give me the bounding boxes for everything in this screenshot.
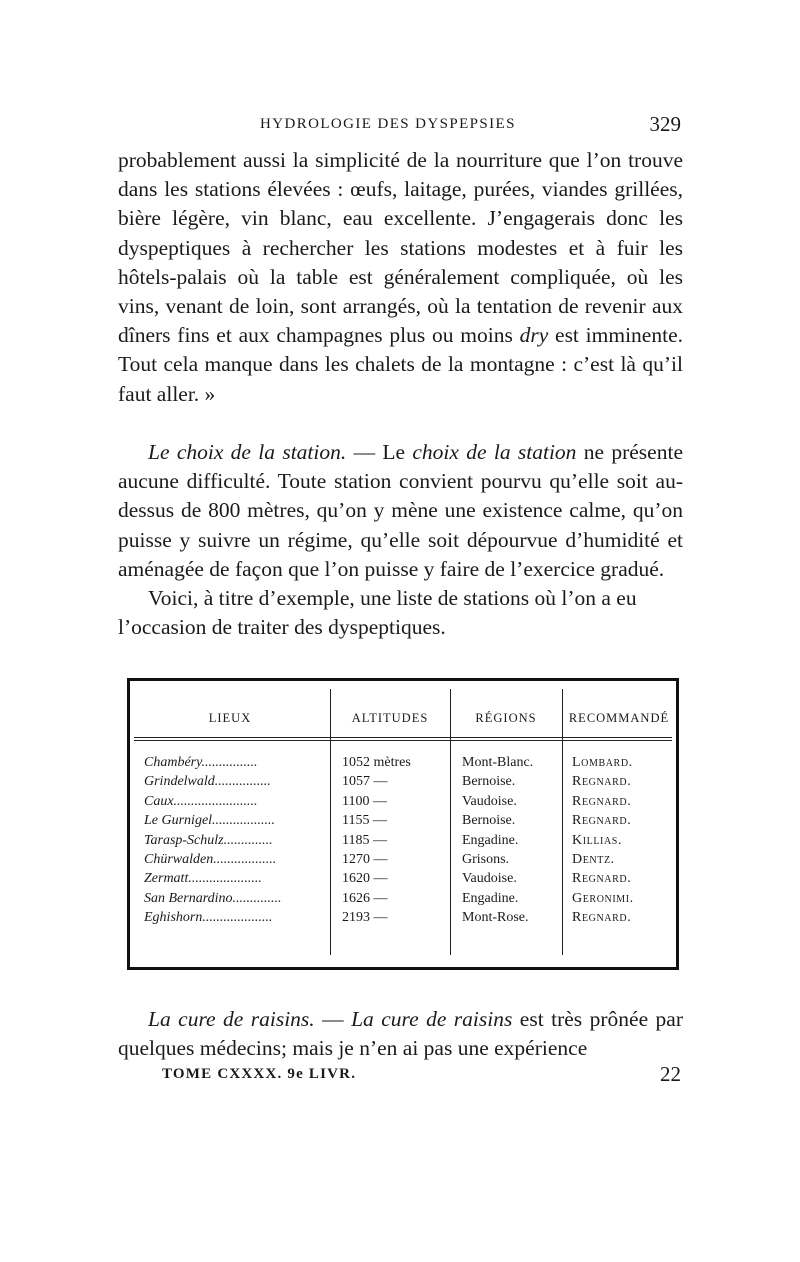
cell-altitude: 1626 — <box>342 890 388 906</box>
cell-lieu: Eghishorn.................... <box>144 910 273 926</box>
paragraph-2-dash: — Le <box>346 440 413 464</box>
stations-table <box>127 678 679 970</box>
cell-altitude: 1155 — <box>342 813 387 829</box>
cell-recommande: Lombard. <box>572 755 633 770</box>
paragraph-1 <box>118 146 683 409</box>
cell-lieu: Chambéry................ <box>144 755 258 770</box>
paragraph-2 <box>118 438 683 584</box>
table-row <box>130 910 676 929</box>
paragraph-1-text: probablement aussi la simplicité de la nourriture que l’on trouve dans les stations élevées : œufs, laitage, purées, viandes grillées, bière légère, vin blanc, eau excellente. J’engagerais donc les dyspeptiques à rechercher les stations modestes et à fuir les hôtels-palais où la table est généralement compliquée, où les vins, venant de loin, sont arrangés, où la tentation de revenir aux dîners fins et aux champagnes plus ou moins <box>118 148 683 348</box>
cell-lieu: Tarasp-Schulz.............. <box>144 832 273 848</box>
cell-region: Bernoise. <box>462 774 516 790</box>
paragraph-2-body: ne présente aucune difficulté. Toute station convient pourvu qu’elle soit au-dessus de 800 mètres, qu’on y mène une existence calme, qu’on puisse y suivre un régime, qu’elle soit dépourvue d’humidité et aménagée de façon que l’on puisse y faire de l’exercice gradué. <box>118 440 683 581</box>
cell-lieu: Le Gurnigel.................. <box>144 813 276 829</box>
running-head <box>118 112 683 142</box>
cell-altitude: 1185 — <box>342 832 387 848</box>
page-footer <box>118 1062 683 1088</box>
cell-recommande: Regnard. <box>572 910 632 926</box>
cell-altitude: 1100 — <box>342 793 387 809</box>
cell-recommande: Regnard. <box>572 774 632 790</box>
paragraph-4-dash: — <box>314 1007 352 1031</box>
header-altitudes: ALTITUDES <box>351 711 429 725</box>
table-body <box>130 755 676 930</box>
cell-region: Bernoise. <box>462 813 516 829</box>
tome-line: TOME CXXXX. 9e LIVR. <box>162 1066 357 1082</box>
page-number: 329 <box>649 112 681 136</box>
paragraph-2-emphasis: choix de la station <box>412 440 577 464</box>
paragraph-1-end: est imminente. Tout cela manque dans les chalets de la montagne : c’est là qu’il faut aller. » <box>118 323 683 406</box>
paragraph-4 <box>118 1005 683 1063</box>
body-block-middle <box>118 438 683 642</box>
cell-altitude: 1620 — <box>342 871 388 887</box>
cell-recommande: Dentz. <box>572 851 615 867</box>
cell-recommande: Regnard. <box>572 793 632 809</box>
cell-region: Mont-Blanc. <box>462 755 534 770</box>
cell-recommande: Geronimi. <box>572 890 634 906</box>
table-row <box>130 833 676 852</box>
header-rule-bottom <box>134 740 672 741</box>
cell-lieu: Zermatt..................... <box>144 871 262 887</box>
table-row <box>130 774 676 793</box>
running-title: HYDROLOGIE DES DYSPEPSIES <box>260 116 516 132</box>
table-row <box>130 871 676 890</box>
paragraph-1-emphasis: dry <box>519 323 549 348</box>
paragraph-4-body: est très prônée par quelques médecins; mais je n’en ai pas une expérience <box>118 1007 684 1061</box>
cell-altitude: 2193 — <box>342 910 388 926</box>
table-row <box>130 813 676 832</box>
signature-mark: 22 <box>660 1062 681 1086</box>
body-block-bottom <box>118 1005 683 1063</box>
cell-region: Mont-Rose. <box>462 910 529 926</box>
cell-lieu: San Bernardino.............. <box>144 890 282 906</box>
cell-recommande: Regnard. <box>572 871 632 887</box>
body-block-top <box>118 146 683 409</box>
paragraph-4-emphasis: La cure de raisins <box>351 1007 513 1031</box>
table-row <box>130 891 676 910</box>
cell-region: Vaudoise. <box>462 793 517 809</box>
cell-region: Engadine. <box>462 832 519 848</box>
cell-region: Grisons. <box>462 851 510 867</box>
cell-recommande: Killias. <box>572 832 623 848</box>
header-regions: RÉGIONS <box>475 711 537 725</box>
cell-lieu: Grindelwald................ <box>144 774 271 790</box>
header-rule-top <box>134 737 672 738</box>
table-row <box>130 794 676 813</box>
header-lieux: LIEUX <box>208 711 252 725</box>
cell-altitude: 1057 — <box>342 774 388 790</box>
section-title-station: Le choix de la station. <box>148 440 347 464</box>
cell-region: Vaudoise. <box>462 871 517 887</box>
table-row <box>130 852 676 871</box>
cell-lieu: Chürwalden.................. <box>144 851 277 867</box>
cell-altitude: 1270 — <box>342 851 388 867</box>
cell-altitude: 1052 mètres <box>342 755 411 770</box>
cell-lieu: Caux........................ <box>144 793 258 809</box>
section-title-raisins: La cure de raisins. <box>148 1007 315 1031</box>
header-recommande: RECOMMANDÉ <box>568 711 670 725</box>
paragraph-3: Voici, à titre d’exemple, une liste de stations où l’on a eu l’occasion de traiter des dyspeptiques. <box>118 586 637 640</box>
cell-region: Engadine. <box>462 890 519 906</box>
table-row <box>130 755 676 774</box>
cell-recommande: Regnard. <box>572 813 632 829</box>
